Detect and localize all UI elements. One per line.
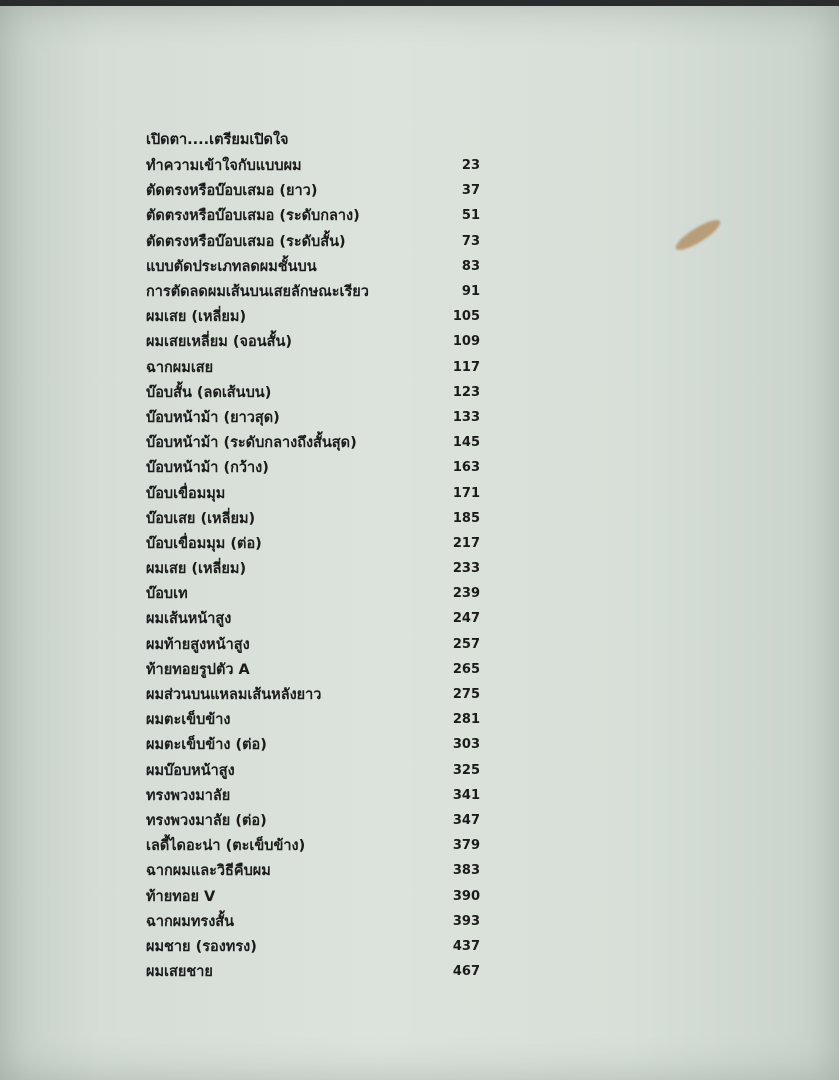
toc-entry-title: บ๊อบหน้าม้า (ระดับกลางถึงสั้นสุด) — [146, 435, 357, 452]
toc-entry-title: ผมเสยชาย — [146, 964, 213, 981]
toc-entry — [146, 758, 486, 783]
toc-entry — [146, 480, 486, 505]
toc-entry — [146, 455, 486, 480]
toc-entry — [146, 203, 486, 228]
toc-entry-title: ผมตะเข็บข้าง — [146, 712, 231, 729]
toc-entry — [146, 581, 486, 606]
toc-entry — [146, 632, 486, 657]
toc-entry-page: 73 — [461, 233, 480, 249]
toc-entry — [146, 430, 486, 455]
toc-entry-page: 390 — [452, 888, 480, 904]
paper-stain — [672, 215, 724, 254]
toc-entry-title: ตัดตรงหรือบ๊อบเสมอ (ระดับสั้น) — [146, 233, 346, 250]
toc-entry — [146, 178, 486, 203]
toc-entry — [146, 934, 486, 959]
toc-entry-title: ผมบ๊อบหน้าสูง — [146, 762, 235, 779]
toc-entry-page: 171 — [452, 485, 480, 501]
toc-entry-page: 83 — [461, 258, 480, 274]
toc-entry — [146, 783, 486, 808]
toc-entry-page: 379 — [452, 838, 480, 854]
toc-entry — [146, 229, 486, 254]
toc-entry-page: 393 — [452, 913, 480, 929]
toc-entry-page: 123 — [452, 384, 480, 400]
toc-entry — [146, 732, 486, 757]
toc-entry-title: ท้ายทอย V — [146, 888, 216, 905]
toc-entry — [146, 657, 486, 682]
toc-entry-title: ตัดตรงหรือบ๊อบเสมอ (ระดับกลาง) — [146, 208, 360, 225]
toc-entry-title: บ๊อบหน้าม้า (ยาวสุด) — [146, 409, 280, 426]
toc-entry-page: 239 — [452, 586, 480, 602]
book-page — [0, 6, 839, 1080]
toc-entry-title: ผมเสยเหลี่ยม (จอนสั้น) — [146, 334, 292, 351]
table-of-contents — [146, 129, 486, 984]
toc-heading: เปิดตา....เตรียมเปิดใจ — [146, 132, 289, 148]
toc-entry-title: ผมส่วนบนแหลมเส้นหลังยาว — [146, 687, 322, 704]
toc-entry-page: 467 — [452, 964, 480, 980]
toc-entry-page: 233 — [452, 561, 480, 577]
toc-entry-page: 341 — [452, 787, 480, 803]
toc-entry-page: 91 — [461, 284, 480, 300]
toc-entry — [146, 707, 486, 732]
toc-entry-title: ผมเสย (เหลี่ยม) — [146, 561, 247, 578]
toc-entry — [146, 304, 486, 329]
toc-entry-page: 37 — [461, 183, 480, 199]
toc-entry-title: ผมชาย (รองทรง) — [146, 938, 257, 955]
toc-entry-title: ฉากผมทรงสั้น — [146, 913, 235, 930]
toc-entry-page: 265 — [452, 661, 480, 677]
toc-entry-title: ผมตะเข็บข้าง (ต่อ) — [146, 737, 267, 754]
toc-entry-page: 185 — [452, 510, 480, 526]
toc-entry-page: 23 — [461, 158, 480, 174]
toc-entry-title: บ๊อบเขื่อมมุม (ต่อ) — [146, 535, 262, 552]
toc-entry-title: ผมท้ายสูงหน้าสูง — [146, 636, 250, 653]
toc-entry-title: บ๊อบเสย (เหลี่ยม) — [146, 510, 256, 527]
toc-list — [146, 153, 486, 984]
toc-entry-page: 105 — [452, 309, 480, 325]
toc-entry — [146, 279, 486, 304]
toc-entry-title: เลดี้ไดอะน่า (ตะเข็บข้าง) — [146, 838, 306, 855]
toc-entry-title: ทำความเข้าใจกับแบบผม — [146, 158, 302, 175]
toc-entry-title: ท้ายทอยรูปตัว A — [146, 661, 250, 678]
toc-entry-page: 257 — [452, 636, 480, 652]
toc-entry-title: ทรงพวงมาลัย — [146, 787, 231, 804]
toc-entry-title: บ๊อบเท — [146, 586, 188, 603]
toc-entry — [146, 682, 486, 707]
toc-entry-page: 347 — [452, 812, 480, 828]
toc-entry-page: 117 — [452, 359, 480, 375]
toc-entry-title: ผมเสย (เหลี่ยม) — [146, 309, 247, 326]
toc-entry-title: บ๊อบหน้าม้า (กว้าง) — [146, 460, 269, 477]
toc-entry-title: ทรงพวงมาลัย (ต่อ) — [146, 812, 267, 829]
toc-entry — [146, 858, 486, 883]
toc-entry — [146, 380, 486, 405]
toc-entry-page: 437 — [452, 938, 480, 954]
toc-entry-title: แบบตัดประเภทลดผมชั้นบน — [146, 258, 317, 275]
toc-entry — [146, 808, 486, 833]
toc-entry — [146, 531, 486, 556]
toc-entry-page: 303 — [452, 737, 480, 753]
toc-entry-title: ตัดตรงหรือบ๊อบเสมอ (ยาว) — [146, 183, 318, 200]
toc-entry — [146, 556, 486, 581]
toc-entry — [146, 329, 486, 354]
toc-entry-page: 281 — [452, 712, 480, 728]
toc-entry-page: 51 — [461, 208, 480, 224]
toc-entry-page: 145 — [452, 435, 480, 451]
toc-entry-title: บ๊อบเขื่อมมุม — [146, 485, 226, 502]
toc-entry — [146, 254, 486, 279]
toc-entry-page: 275 — [452, 687, 480, 703]
toc-entry-title: การตัดลดผมเส้นบนเสยลักษณะเรียว — [146, 284, 369, 301]
toc-entry-page: 133 — [452, 409, 480, 425]
toc-entry — [146, 883, 486, 908]
toc-entry-page: 163 — [452, 460, 480, 476]
toc-entry — [146, 606, 486, 631]
toc-entry-title: บ๊อบสั้น (ลดเส้นบน) — [146, 384, 272, 401]
toc-entry-title: ผมเส้นหน้าสูง — [146, 611, 232, 628]
toc-entry — [146, 506, 486, 531]
toc-entry — [146, 959, 486, 984]
toc-entry-title: ฉากผมและวิธีคืบผม — [146, 863, 271, 880]
toc-entry — [146, 909, 486, 934]
toc-entry-page: 109 — [452, 334, 480, 350]
toc-entry-page: 217 — [452, 535, 480, 551]
toc-entry — [146, 833, 486, 858]
toc-entry-page: 383 — [452, 863, 480, 879]
toc-entry-page: 325 — [452, 762, 480, 778]
toc-entry — [146, 153, 486, 178]
toc-entry-page: 247 — [452, 611, 480, 627]
toc-entry — [146, 405, 486, 430]
toc-entry-title: ฉากผมเสย — [146, 359, 214, 376]
toc-entry — [146, 355, 486, 380]
